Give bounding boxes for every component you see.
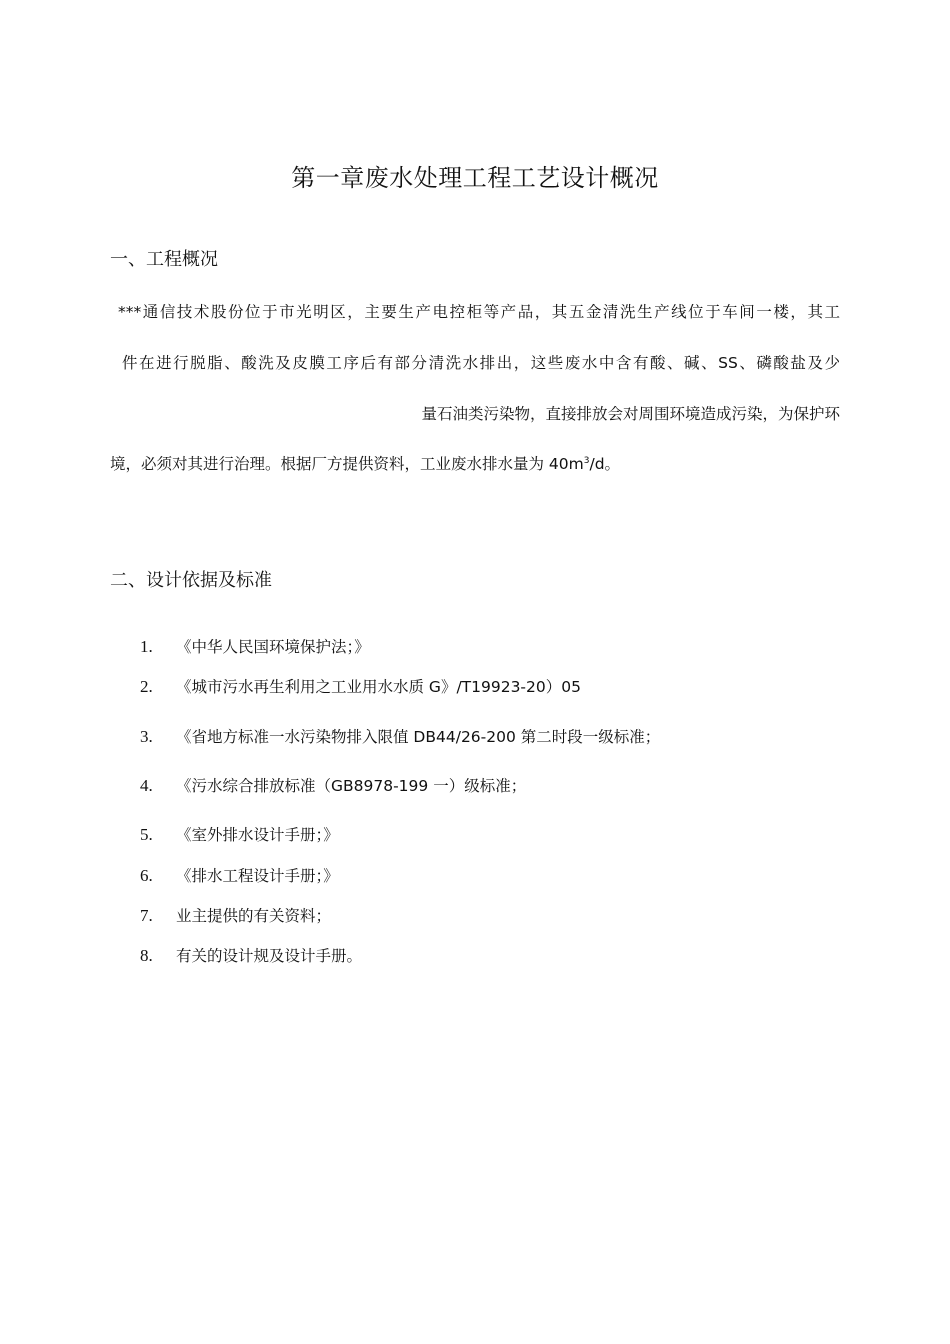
list-item-text: 《城市污水再生利用之工业用水水质 G》/T19923-20）05 — [176, 678, 581, 696]
list-item — [140, 675, 581, 697]
list-item-number: 4. — [140, 776, 153, 795]
list-item — [140, 904, 331, 926]
list-item-text: 《室外排水设计手册；》 — [176, 826, 339, 844]
list-item — [140, 864, 339, 886]
list-item-number: 6. — [140, 866, 153, 885]
list-item-number: 5. — [140, 825, 153, 844]
paragraph-line: ***通信技术股份位于市光明区，主要生产电控柜等产品，其五金清洗生产线位于车间一楼，其工 — [118, 303, 840, 321]
list-item-text: 《污水综合排放标准（GB8978-199 一）级标准； — [176, 777, 527, 795]
list-item-text: 《省地方标准一水污染物排入限值 DB44/26-200 第二时段一级标准； — [176, 728, 661, 746]
list-item-number: 1. — [140, 637, 153, 656]
paragraph-line: 件在进行脱脂、酸洗及皮膜工序后有部分清洗水排出，这些废水中含有酸、碱、SS、磷酸盐及少 — [122, 354, 840, 372]
list-item-number: 8. — [140, 946, 153, 965]
list-item-text: 《排水工程设计手册；》 — [176, 867, 339, 885]
list-item — [140, 823, 339, 845]
list-item — [140, 944, 362, 966]
section-heading-design-basis: 二、设计依据及标准 — [110, 570, 272, 591]
superscript-3: 3 — [583, 455, 590, 466]
paragraph-line: 量石油类污染物，直接排放会对周围环境造成污染，为保护环 — [421, 405, 840, 423]
chapter-title: 第一章废水处理工程工艺设计概况 — [291, 164, 659, 192]
list-item — [140, 725, 660, 747]
list-item-text: 有关的设计规及设计手册。 — [176, 947, 363, 965]
list-item-number: 2. — [140, 677, 153, 696]
list-item-text: 业主提供的有关资料； — [176, 907, 332, 925]
list-item-text: 《中华人民国环境保护法；》 — [176, 638, 370, 656]
paragraph-line-text: 境，必须对其进行治理。根据厂方提供资料，工业废水排水量为 40m — [110, 455, 584, 473]
list-item — [140, 635, 370, 657]
list-item — [140, 774, 526, 796]
section-heading-project-overview: 一、工程概况 — [110, 249, 218, 270]
list-item-number: 3. — [140, 727, 153, 746]
unit-tail: /d。 — [589, 455, 621, 473]
paragraph-line-last — [110, 452, 620, 474]
list-item-number: 7. — [140, 906, 153, 925]
